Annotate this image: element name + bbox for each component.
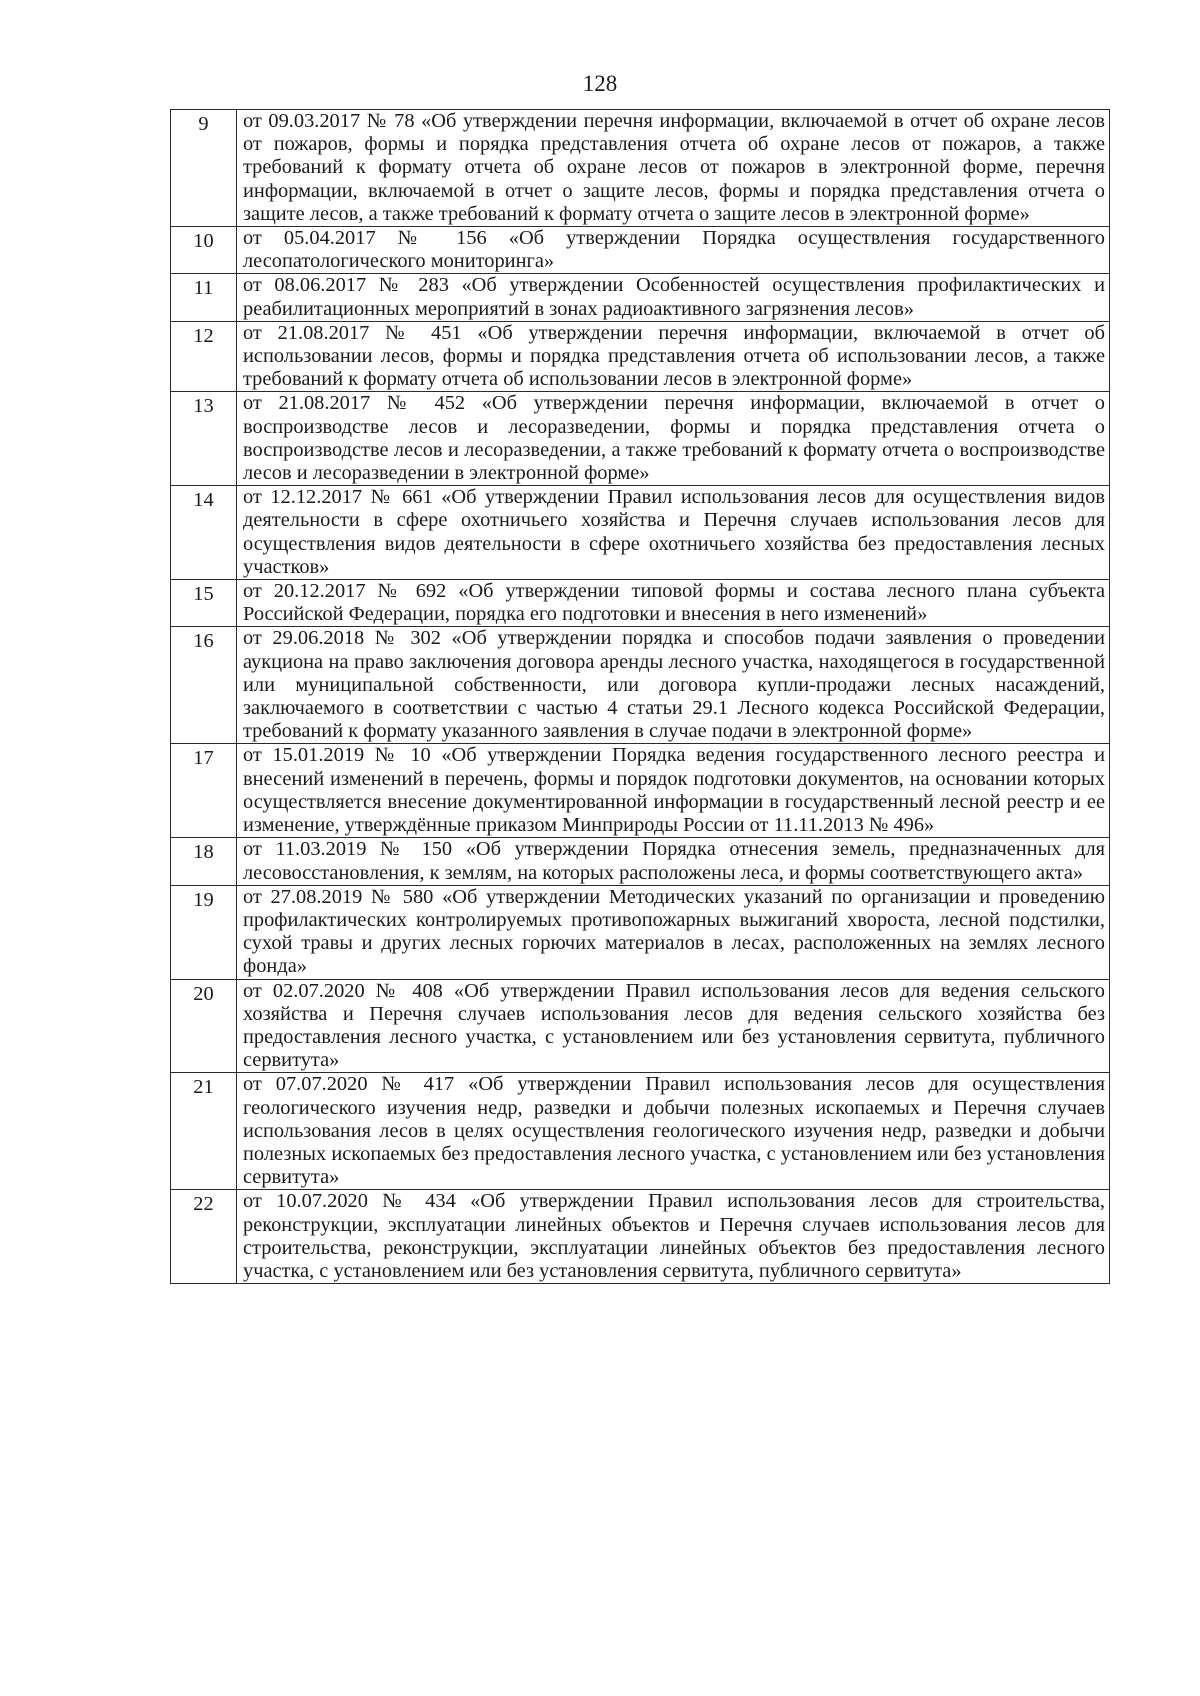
act-description: от 09.03.2017 № 78 «Об утверждении перечня информации, включаемой в отчет об охране лесов от пожаров, формы и порядка представления отчета об охране лесов от пожаров, а также требований к формату отчета об охране лесов от пожаров в электронной форме, перечня информации, включаемой в отчет о защите лесов, формы и порядка представления отчета о защите лесов, а также требований к формату отчета о защите лесов в электронной форме» (237, 110, 1110, 227)
act-description: от 21.08.2017 № 452 «Об утверждении перечня информации, включаемой в отчет о воспроизводстве лесов и лесоразведении, формы и порядка представления отчета о воспроизводстве лесов и лесоразведении, а также требований к формату отчета о воспроизводстве лесов и лесоразведении в электронной форме» (237, 392, 1110, 486)
table-row (171, 838, 1110, 885)
row-number: 9 (171, 110, 237, 227)
table-row (171, 580, 1110, 627)
act-description: от 07.07.2020 № 417 «Об утверждении Правил использования лесов для осуществления геологического изучения недр, разведки и добычи полезных ископаемых и Перечня случаев использования лесов в целях осуществления геологического изучения недр, разведки и добычи полезных ископаемых без предоставления лесного участка, с установлением или без установления сервитута» (237, 1073, 1110, 1190)
table-row (171, 1190, 1110, 1284)
act-description: от 05.04.2017 № 156 «Об утверждении Порядка осуществления государственного лесопатологического мониторинга» (237, 227, 1110, 274)
act-description: от 27.08.2019 № 580 «Об утверждении Методических указаний по организации и проведению профилактических контролируемых противопожарных выжиганий хвороста, лесной подстилки, сухой травы и других лесных горючих материалов в лесах, расположенных на землях лесного фонда» (237, 885, 1110, 979)
row-number: 11 (171, 274, 237, 321)
row-number: 12 (171, 321, 237, 392)
act-description: от 20.12.2017 № 692 «Об утверждении типовой формы и состава лесного плана субъекта Российской Федерации, порядка его подготовки и внесения в него изменений» (237, 580, 1110, 627)
table-row (171, 227, 1110, 274)
page-number: 128 (582, 71, 618, 96)
act-description: от 12.12.2017 № 661 «Об утверждении Правил использования лесов для осуществления видов деятельности в сфере охотничьего хозяйства и Перечня случаев использования лесов для осуществления видов деятельности в сфере охотничьего хозяйства без предоставления лесных участков» (237, 486, 1110, 580)
legal-acts-table (170, 109, 1110, 1284)
table-row (171, 321, 1110, 392)
row-number: 19 (171, 885, 237, 979)
table-row (171, 110, 1110, 227)
row-number: 17 (171, 744, 237, 838)
row-number: 22 (171, 1190, 237, 1284)
row-number: 10 (171, 227, 237, 274)
table-row (171, 274, 1110, 321)
table-row (171, 979, 1110, 1073)
row-number: 15 (171, 580, 237, 627)
row-number: 14 (171, 486, 237, 580)
act-description: от 10.07.2020 № 434 «Об утверждении Правил использования лесов для строительства, реконструкции, эксплуатации линейных объектов и Перечня случаев использования лесов для строительства, реконструкции, эксплуатации линейных объектов без предоставления лесного участка, с установлением или без установления сервитута, публичного сервитута» (237, 1190, 1110, 1284)
act-description: от 02.07.2020 № 408 «Об утверждении Правил использования лесов для ведения сельского хозяйства и Перечня случаев использования лесов для ведения сельского хозяйства без предоставления лесного участка, с установлением или без установления сервитута, публичного сервитута» (237, 979, 1110, 1073)
act-description: от 11.03.2019 № 150 «Об утверждении Порядка отнесения земель, предназначенных для лесовосстановления, к землям, на которых расположены леса, и формы соответствующего акта» (237, 838, 1110, 885)
row-number: 16 (171, 627, 237, 744)
row-number: 21 (171, 1073, 237, 1190)
act-description: от 15.01.2019 № 10 «Об утверждении Порядка ведения государственного лесного реестра и внесений изменений в перечень, формы и порядок подготовки документов, на основании которых осуществляется внесение документированной информации в государственный лесной реестр и ее изменение, утверждённые приказом Минприроды России от 11.11.2013 № 496» (237, 744, 1110, 838)
row-number: 18 (171, 838, 237, 885)
table-row (171, 392, 1110, 486)
act-description: от 29.06.2018 № 302 «Об утверждении порядка и способов подачи заявления о проведении аукциона на право заключения договора аренды лесного участка, находящегося в государственной или муниципальной собственности, или договора купли-продажи лесных насаждений, заключаемого в соответствии с частью 4 статьи 29.1 Лесного кодекса Российской Федерации, требований к формату указанного заявления в случае подачи в электронной форме» (237, 627, 1110, 744)
act-description: от 21.08.2017 № 451 «Об утверждении перечня информации, включаемой в отчет об использовании лесов, формы и порядка представления отчета об использовании лесов, а также требований к формату отчета об использовании лесов в электронной форме» (237, 321, 1110, 392)
table-row (171, 486, 1110, 580)
act-description: от 08.06.2017 № 283 «Об утверждении Особенностей осуществления профилактических и реабилитационных мероприятий в зонах радиоактивного загрязнения лесов» (237, 274, 1110, 321)
table-row (171, 1073, 1110, 1190)
row-number: 20 (171, 979, 237, 1073)
row-number: 13 (171, 392, 237, 486)
table-row (171, 627, 1110, 744)
table-row (171, 744, 1110, 838)
table-row (171, 885, 1110, 979)
